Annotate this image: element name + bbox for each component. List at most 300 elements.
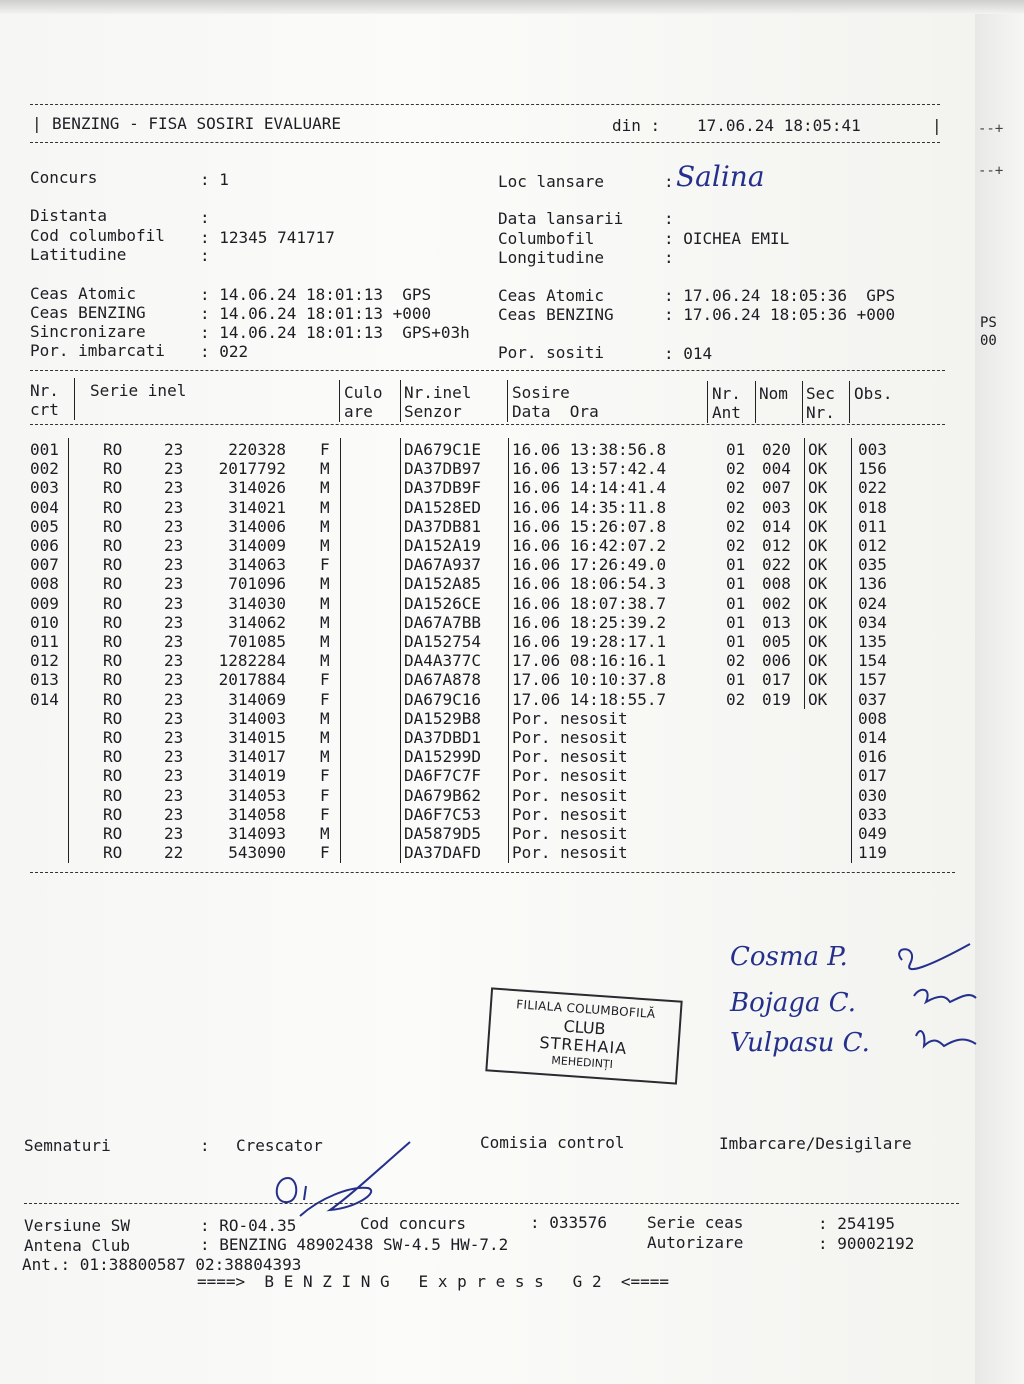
- cod-columbofil-value: : 12345 741717: [200, 228, 335, 247]
- cell-sosire: 16.06 19:28:17.1: [512, 632, 667, 651]
- header-rule-top: [30, 104, 940, 105]
- cell-ant: 01: [726, 593, 746, 613]
- cell-nom: 002: [762, 593, 791, 613]
- cell-obs: 003: [858, 440, 887, 459]
- col-divider: [802, 381, 803, 423]
- page-title: BENZING - FISA SOSIRI EVALUARE: [52, 114, 341, 133]
- sincronizare-label: Sincronizare: [30, 322, 146, 341]
- col-header-sosire: Sosire: [512, 383, 570, 402]
- cell-sensor: DA5879D5: [404, 824, 482, 843]
- cell-ring: 314026: [228, 478, 286, 498]
- antena-value: : BENZING 48902438 SW-4.5 HW-7.2: [200, 1235, 509, 1254]
- cell-sex: F: [320, 689, 330, 709]
- cell-sex: M: [320, 824, 330, 843]
- cell-ring: 220328: [228, 440, 286, 459]
- cell-obs: 024: [858, 593, 887, 613]
- cell-sex: F: [320, 843, 330, 863]
- cell-ant: 01: [726, 612, 746, 632]
- handwritten-name-1: Cosma P.: [730, 942, 848, 972]
- cell-nom: 008: [762, 574, 791, 594]
- cell-country: RO: [103, 651, 123, 671]
- cell-sex: F: [320, 555, 330, 575]
- stamp-line-2: CLUB: [562, 1016, 607, 1039]
- cell-sec: OK: [808, 574, 828, 594]
- cell-obs: 156: [858, 459, 887, 479]
- serie-ceas-value: : 254195: [818, 1214, 896, 1233]
- cell-country: RO: [103, 440, 123, 459]
- cell-sensor: DA679C1E: [404, 440, 482, 459]
- ceas-benzing-value: : 14.06.24 18:01:13 +000: [200, 304, 432, 323]
- cell-country: RO: [103, 708, 123, 728]
- cell-year: 23: [164, 766, 184, 786]
- table-row: [0, 517, 1024, 536]
- cell-ant: 02: [726, 459, 746, 479]
- cell-obs: 030: [858, 785, 887, 805]
- cell-ring: 314015: [228, 728, 286, 747]
- cell-sec: OK: [808, 670, 828, 690]
- cell-crt: 014: [30, 689, 59, 709]
- cell-year: 23: [164, 785, 184, 805]
- antena-label: Antena Club: [24, 1236, 130, 1255]
- sositi-label: Por. sositi: [498, 343, 604, 362]
- col-header-culo: Culo: [344, 383, 383, 402]
- cell-ring: 314062: [228, 612, 286, 632]
- stamp-line-3: STREHAIA: [538, 1032, 628, 1059]
- cell-obs: 017: [858, 766, 887, 786]
- cell-ant: 02: [726, 516, 746, 536]
- cell-sosire: 17.06 10:10:37.8: [512, 670, 667, 690]
- cell-sec: OK: [808, 593, 828, 613]
- table-row: [0, 440, 1024, 459]
- header-bar-right: |: [932, 116, 942, 135]
- table-row: [0, 498, 1024, 517]
- cell-ant: 02: [726, 651, 746, 671]
- table-row: [0, 594, 1024, 613]
- footer-rule: [24, 1203, 959, 1204]
- crescator-label: Crescator: [236, 1136, 323, 1155]
- cell-crt: 005: [30, 516, 59, 536]
- cell-year: 23: [164, 478, 184, 498]
- cell-sec: OK: [808, 440, 828, 459]
- ceas-atomic-value: : 14.06.24 18:01:13 GPS: [200, 285, 432, 304]
- cell-crt: 011: [30, 632, 59, 651]
- cell-sensor: DA67A7BB: [404, 612, 482, 632]
- col-header-serie: Serie inel: [90, 381, 187, 400]
- distanta-value: :: [200, 208, 210, 227]
- cell-ring: 314021: [228, 497, 286, 517]
- cell-nom: 014: [762, 516, 791, 536]
- col-header-nom: Nom: [759, 384, 788, 403]
- cell-sosire: 17.06 08:16:16.1: [512, 651, 667, 671]
- cell-country: RO: [103, 516, 123, 536]
- cell-year: 23: [164, 497, 184, 517]
- cell-year: 23: [164, 459, 184, 479]
- cell-country: RO: [103, 459, 123, 479]
- cell-sex: M: [320, 708, 330, 728]
- header-din-label: din :: [612, 116, 661, 135]
- cell-sec: OK: [808, 689, 828, 709]
- table-row: [0, 536, 1024, 555]
- cell-ring: 543090: [228, 843, 286, 863]
- cell-sensor: DA4A377C: [404, 651, 482, 671]
- cell-ant: 02: [726, 689, 746, 709]
- cell-year: 23: [164, 670, 184, 690]
- loc-lansare-value: :: [664, 172, 674, 191]
- cell-crt: 010: [30, 612, 59, 632]
- cell-ring: 314003: [228, 708, 286, 728]
- cell-obs: 012: [858, 536, 887, 555]
- cell-country: RO: [103, 632, 123, 651]
- col-header-sec-nr: Nr.: [806, 403, 835, 422]
- cell-sex: M: [320, 516, 330, 536]
- col-divider: [849, 381, 850, 423]
- col-header-nr: Nr.: [30, 381, 59, 400]
- cell-country: RO: [103, 497, 123, 517]
- cell-country: RO: [103, 785, 123, 805]
- cell-sensor: DA67A878: [404, 670, 482, 690]
- sositi-value: : 014: [664, 344, 713, 363]
- cell-sec: OK: [808, 632, 828, 651]
- margin-tick: --+: [978, 163, 1004, 179]
- cell-sec: OK: [808, 478, 828, 498]
- table-row: [0, 824, 1024, 843]
- cell-ring: 701096: [228, 574, 286, 594]
- margin-mark-oo: 00: [980, 333, 997, 349]
- col-divider: [339, 380, 340, 422]
- ceas-benzing-label-right: Ceas BENZING: [498, 305, 614, 324]
- cell-sex: M: [320, 632, 330, 651]
- cell-ring: 2017884: [218, 670, 286, 690]
- club-stamp: [485, 987, 682, 1084]
- cell-sensor: DA152A19: [404, 536, 482, 555]
- table-rule-header: [30, 424, 945, 425]
- cell-year: 23: [164, 747, 184, 767]
- table-row: [0, 843, 1024, 862]
- cell-sex: F: [320, 804, 330, 824]
- handwritten-name-3: Vulpasu C.: [730, 1028, 870, 1058]
- cell-obs: 049: [858, 824, 887, 843]
- cell-ring: 314053: [228, 785, 286, 805]
- cell-ring: 314069: [228, 689, 286, 709]
- cell-sex: M: [320, 612, 330, 632]
- cell-ring: 314058: [228, 804, 286, 824]
- cell-crt: 003: [30, 478, 59, 498]
- cell-year: 23: [164, 440, 184, 459]
- cell-sensor: DA37DBD1: [404, 728, 482, 747]
- cell-year: 23: [164, 632, 184, 651]
- cell-sensor: DA37DB97: [404, 459, 482, 479]
- cell-sosire: Por. nesosit: [512, 766, 628, 786]
- ceas-atomic-label-right: Ceas Atomic: [498, 286, 604, 305]
- cell-sosire: Por. nesosit: [512, 843, 628, 863]
- cell-sensor: DA679B62: [404, 785, 482, 805]
- cell-nom: 017: [762, 670, 791, 690]
- col-header-nr-ant: Nr.: [712, 384, 741, 403]
- col-divider: [74, 378, 75, 420]
- cell-nom: 007: [762, 478, 791, 498]
- cell-sosire: 16.06 14:14:41.4: [512, 478, 667, 498]
- cell-ant: 01: [726, 632, 746, 651]
- cell-sensor: DA37DB81: [404, 516, 482, 536]
- cell-nom: 020: [762, 440, 791, 459]
- cell-country: RO: [103, 689, 123, 709]
- col-header-data-ora: Data Ora: [512, 402, 599, 421]
- comisia-label: Comisia control: [480, 1133, 625, 1152]
- cod-concurs-label: Cod concurs: [360, 1214, 466, 1233]
- cell-sex: M: [320, 536, 330, 555]
- cell-crt: 006: [30, 536, 59, 555]
- cell-country: RO: [103, 824, 123, 843]
- concurs-value: : 1: [200, 170, 229, 189]
- cell-obs: 136: [858, 574, 887, 594]
- margin-mark-ps: PS: [980, 315, 997, 331]
- cell-sensor: DA67A937: [404, 555, 482, 575]
- cell-sex: F: [320, 670, 330, 690]
- cell-sosire: 16.06 15:26:07.8: [512, 516, 667, 536]
- cell-crt: 013: [30, 670, 59, 690]
- data-lansarii-label: Data lansarii: [498, 209, 624, 228]
- table-row: [0, 651, 1024, 670]
- latitudine-value: :: [200, 246, 210, 265]
- cell-sex: M: [320, 728, 330, 747]
- cell-year: 23: [164, 689, 184, 709]
- cell-crt: 012: [30, 651, 59, 671]
- col-header-nrinel: Nr.inel: [404, 383, 472, 402]
- cell-ant: 02: [726, 478, 746, 498]
- cell-ant: 02: [726, 497, 746, 517]
- autorizare-label: Autorizare: [647, 1233, 744, 1252]
- cell-ring: 314017: [228, 747, 286, 767]
- col-header-sec: Sec: [806, 384, 835, 403]
- ceas-atomic-value-right: : 17.06.24 18:05:36 GPS: [664, 286, 896, 305]
- cell-sensor: DA1529B8: [404, 708, 482, 728]
- header-bar-left: |: [32, 114, 42, 133]
- cell-year: 23: [164, 555, 184, 575]
- columbofil-value: : OICHEA EMIL: [664, 229, 790, 248]
- cell-obs: 135: [858, 632, 887, 651]
- imbarcare-label: Imbarcare/Desigilare: [719, 1134, 912, 1153]
- cell-ant: 02: [726, 536, 746, 555]
- table-row: [0, 747, 1024, 766]
- header-rule-bottom: [30, 142, 940, 143]
- benzing-banner: ====> B E N Z I N G E x p r e s s G 2 <====: [197, 1272, 670, 1291]
- table-rule-top: [30, 370, 945, 371]
- cell-year: 23: [164, 824, 184, 843]
- table-row: [0, 613, 1024, 632]
- cell-sosire: 16.06 13:57:42.4: [512, 459, 667, 479]
- cell-nom: 022: [762, 555, 791, 575]
- cell-sensor: DA37DAFD: [404, 843, 482, 863]
- cell-year: 23: [164, 593, 184, 613]
- cell-sosire: Por. nesosit: [512, 728, 628, 747]
- cell-crt: 008: [30, 574, 59, 594]
- cell-country: RO: [103, 766, 123, 786]
- table-row: [0, 805, 1024, 824]
- cell-obs: 157: [858, 670, 887, 690]
- cell-sec: OK: [808, 497, 828, 517]
- cell-sex: M: [320, 459, 330, 479]
- header-timestamp: 17.06.24 18:05:41: [697, 116, 861, 135]
- cell-country: RO: [103, 612, 123, 632]
- cell-sensor: DA1526CE: [404, 593, 482, 613]
- col-header-ant: Ant: [712, 403, 741, 422]
- cell-crt: 002: [30, 459, 59, 479]
- cell-country: RO: [103, 670, 123, 690]
- cell-year: 23: [164, 708, 184, 728]
- cell-year: 23: [164, 804, 184, 824]
- cell-country: RO: [103, 478, 123, 498]
- cell-ant: 01: [726, 555, 746, 575]
- cell-sosire: 16.06 17:26:49.0: [512, 555, 667, 575]
- cell-ring: 314019: [228, 766, 286, 786]
- sincronizare-value: : 14.06.24 18:01:13 GPS+03h: [200, 323, 470, 342]
- col-header-are: are: [344, 402, 373, 421]
- data-lansarii-value: :: [664, 209, 674, 228]
- cell-sosire: Por. nesosit: [512, 747, 628, 767]
- cell-nom: 003: [762, 497, 791, 517]
- cell-sensor: DA1528ED: [404, 497, 482, 517]
- cell-country: RO: [103, 747, 123, 767]
- table-row: [0, 690, 1024, 709]
- cell-sec: OK: [808, 612, 828, 632]
- cell-sex: F: [320, 440, 330, 459]
- margin-tick: --+: [978, 121, 1004, 137]
- cell-sosire: Por. nesosit: [512, 708, 628, 728]
- cell-sosire: 16.06 14:35:11.8: [512, 497, 667, 517]
- table-row: [0, 555, 1024, 574]
- table-row: [0, 786, 1024, 805]
- cell-sosire: Por. nesosit: [512, 824, 628, 843]
- cell-year: 23: [164, 536, 184, 555]
- cell-obs: 018: [858, 497, 887, 517]
- cell-crt: 004: [30, 497, 59, 517]
- cell-country: RO: [103, 843, 123, 863]
- cell-crt: 007: [30, 555, 59, 575]
- cell-obs: 037: [858, 689, 887, 709]
- semnaturi-label: Semnaturi: [24, 1136, 111, 1155]
- versiune-value: : RO-04.35: [200, 1216, 297, 1235]
- cell-sec: OK: [808, 555, 828, 575]
- cell-ring: 2017792: [218, 459, 286, 479]
- antenna-ids: Ant.: 01:38800587 02:38804393: [22, 1255, 302, 1274]
- cell-obs: 034: [858, 612, 887, 632]
- table-row: [0, 632, 1024, 651]
- cell-ring: 314009: [228, 536, 286, 555]
- handwritten-name-2: Bojaga C.: [730, 988, 856, 1018]
- cell-country: RO: [103, 574, 123, 594]
- cell-year: 23: [164, 612, 184, 632]
- imbarcati-label: Por. imbarcati: [30, 341, 165, 360]
- cell-year: 22: [164, 843, 184, 863]
- cell-nom: 012: [762, 536, 791, 555]
- longitudine-value: :: [664, 248, 674, 267]
- cell-crt: 001: [30, 440, 59, 459]
- serie-ceas-label: Serie ceas: [647, 1213, 744, 1232]
- ceas-benzing-label: Ceas BENZING: [30, 303, 146, 322]
- cell-nom: 004: [762, 459, 791, 479]
- col-header-crt: crt: [30, 400, 59, 419]
- cell-ring: 314063: [228, 555, 286, 575]
- cell-obs: 119: [858, 843, 887, 863]
- table-row: [0, 574, 1024, 593]
- col-divider: [755, 381, 756, 423]
- cell-sex: F: [320, 766, 330, 786]
- cell-sosire: 16.06 18:25:39.2: [512, 612, 667, 632]
- cell-obs: 016: [858, 747, 887, 767]
- cell-ant: 01: [726, 440, 746, 459]
- ceas-benzing-value-right: : 17.06.24 18:05:36 +000: [664, 305, 896, 324]
- imbarcati-value: : 022: [200, 342, 249, 361]
- cell-obs: 154: [858, 651, 887, 671]
- versiune-label: Versiune SW: [24, 1216, 130, 1235]
- cell-sensor: DA6F7C7F: [404, 766, 482, 786]
- table-row: [0, 478, 1024, 497]
- stamp-line-1: FILIALA COLUMBOFILĂ: [515, 997, 656, 1021]
- cell-sosire: 16.06 18:06:54.3: [512, 574, 667, 594]
- paper-fold: [0, 0, 1024, 14]
- cell-ring: 314093: [228, 824, 286, 843]
- cell-sex: M: [320, 478, 330, 498]
- table-row: [0, 459, 1024, 478]
- loc-lansare-label: Loc lansare: [498, 172, 604, 191]
- cell-sec: OK: [808, 459, 828, 479]
- cell-sosire: 17.06 14:18:55.7: [512, 689, 667, 709]
- col-divider: [707, 381, 708, 423]
- cell-sosire: 16.06 16:42:07.2: [512, 536, 667, 555]
- cell-country: RO: [103, 593, 123, 613]
- col-divider: [507, 380, 508, 422]
- cell-crt: 009: [30, 593, 59, 613]
- cell-sex: M: [320, 747, 330, 767]
- distanta-label: Distanta: [30, 206, 108, 225]
- ceas-atomic-label: Ceas Atomic: [30, 284, 136, 303]
- col-divider: [400, 380, 401, 422]
- cell-year: 23: [164, 574, 184, 594]
- cell-ring: 314030: [228, 593, 286, 613]
- cell-sosire: 16.06 18:07:38.7: [512, 593, 667, 613]
- table-row: [0, 709, 1024, 728]
- cell-sosire: Por. nesosit: [512, 804, 628, 824]
- latitudine-label: Latitudine: [30, 245, 127, 264]
- table-row: [0, 728, 1024, 747]
- cell-ring: 314006: [228, 516, 286, 536]
- cell-ant: 01: [726, 574, 746, 594]
- cell-sec: OK: [808, 516, 828, 536]
- cell-obs: 033: [858, 804, 887, 824]
- cell-country: RO: [103, 555, 123, 575]
- cell-sex: M: [320, 574, 330, 594]
- cell-nom: 006: [762, 651, 791, 671]
- cell-sec: OK: [808, 651, 828, 671]
- cell-sensor: DA15299D: [404, 747, 482, 767]
- cell-nom: 005: [762, 632, 791, 651]
- cell-sex: M: [320, 497, 330, 517]
- cell-country: RO: [103, 804, 123, 824]
- cell-sensor: DA152A85: [404, 574, 482, 594]
- cell-nom: 013: [762, 612, 791, 632]
- cell-year: 23: [164, 728, 184, 747]
- cell-nom: 019: [762, 689, 791, 709]
- cell-sex: F: [320, 785, 330, 805]
- cell-obs: 008: [858, 708, 887, 728]
- cell-country: RO: [103, 536, 123, 555]
- columbofil-label: Columbofil: [498, 229, 595, 248]
- cell-ring: 1282284: [218, 651, 286, 671]
- longitudine-label: Longitudine: [498, 248, 604, 267]
- table-row: [0, 766, 1024, 785]
- cod-concurs-value: : 033576: [530, 1213, 608, 1232]
- cell-sex: M: [320, 651, 330, 671]
